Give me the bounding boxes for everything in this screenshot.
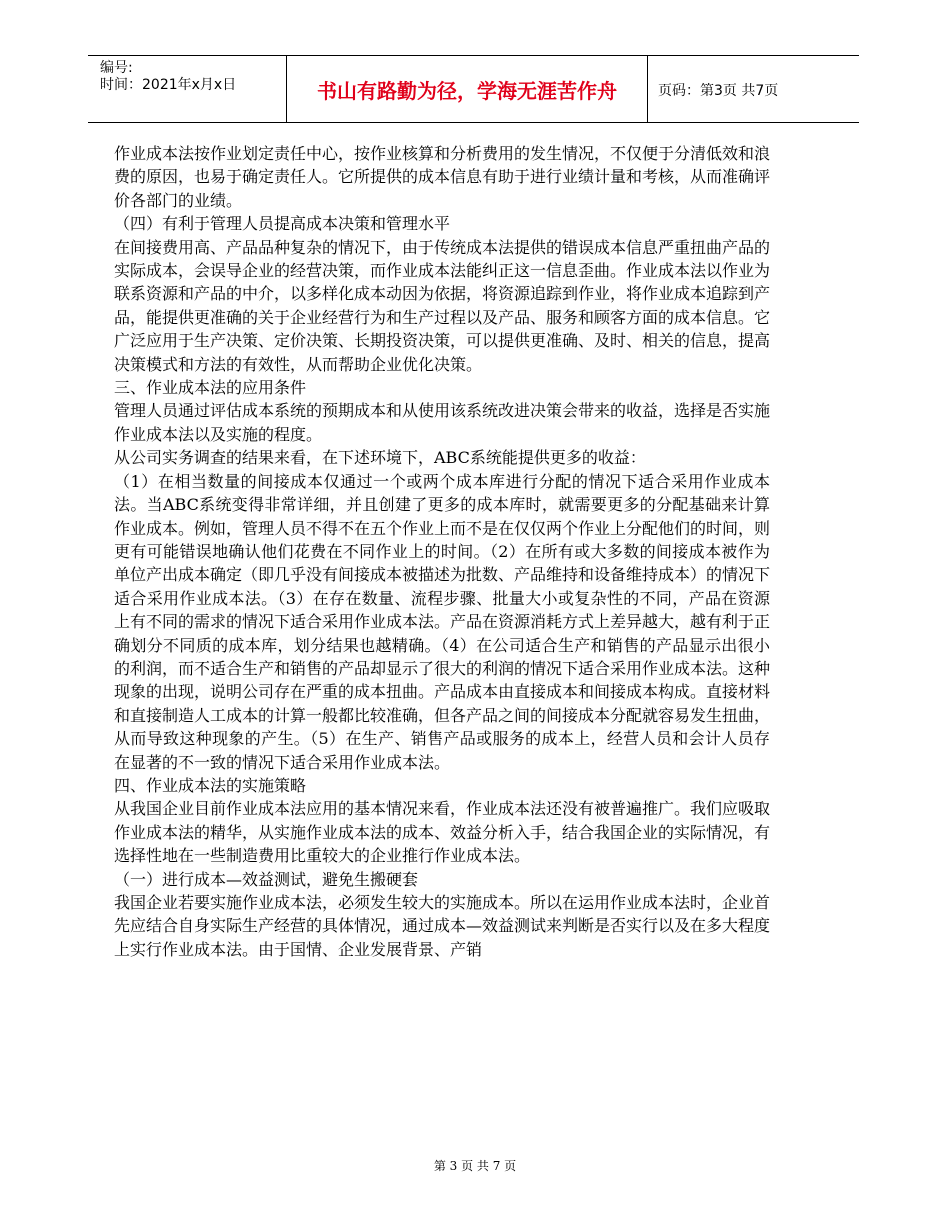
section-heading: （四）有利于管理人员提高成本决策和管理水平: [114, 214, 451, 234]
header-time: 时间：2021年x月x日: [100, 77, 237, 93]
paragraph: 在间接费用高、产品品种复杂的情况下，由于传统成本法提供的错误成本信息严重扭曲产品的实际成本，会误导企业的经营决策，而作业成本法能纠正这一信息歪曲。作业成本法以作业为联系资源和产品的中介，以多样化成本动因为依据，将资源追踪到作业，将作业成本追踪到产品，能提供更准确的关于企业经营行为和生产过程以及产品、服务和顾客方面的成本信息。它广泛应用于生产决策、定价决策、长期投资决策，可以提供更准确、及时、相关的信息，提高决策模式和方法的有效性，从而帮助企业优化决策。: [114, 237, 771, 374]
paragraph: 从我国企业目前作业成本法应用的基本情况来看，作业成本法还没有被普遍推广。我们应吸取作业成本法的精华，从实施作业成本法的成本、效益分析入手，结合我国企业的实际情况，有选择性地在一些制造费用比重较大的企业推行作业成本法。: [114, 799, 771, 866]
section-heading: 四、作业成本法的实施策略: [114, 775, 307, 795]
paragraph: （1）在相当数量的间接成本仅通过一个或两个成本库进行分配的情况下适合采用作业成本法。当ABC系统变得非常详细，并且创建了更多的成本库时，就需要更多的分配基础来计算作业成本。例如，管理人员不得不在五个作业上而不是在仅仅两个作业上分配他们的时间，则更有可能错误地确认他们花费在不同作业上的时间。（2）在所有或大多数的间接成本被作为单位产出成本确定（即几乎没有间接成本被描述为批数、产品维持和设备维持成本）的情况下适合采用作业成本法。（3）在存在数量、流程步骤、批量大小或复杂性的不同，产品在资源上有不同的需求的情况下适合采用作业成本法。产品在资源消耗方式上差异越大，越有利于正确划分不同质的成本库，划分结果也越精确。（4）在公司适合生产和销售的产品显示出很小的利润，而不适合生产和销售的产品却显示了很大的利润的情况下适合采用作业成本法。这种现象的出现，说明公司存在严重的成本扭曲。产品成本由直接成本和间接成本构成。直接材料和直接制造人工成本的计算一般都比较准确，但各产品之间的间接成本分配就容易发生扭曲，从而导致这种现象的产生。（5）在生产、销售产品或服务的成本上，经营人员和会计人员存在显著的不一致的情况下适合采用作业成本法。: [114, 471, 771, 772]
section-heading: 三、作业成本法的应用条件: [114, 378, 307, 398]
page-header: [88, 55, 859, 123]
header-motto: 书山有路勤为径，学海无涯苦作舟: [286, 56, 648, 122]
paragraph: 作业成本法按作业划定责任中心，按作业核算和分析费用的发生情况，不仅便于分清低效和浪费的原因，也易于确定责任人。它所提供的成本信息有助于进行业绩计量和考核，从而准确评价各部门的业绩。: [114, 144, 771, 210]
header-meta: [100, 60, 236, 94]
paragraph: 管理人员通过评估成本系统的预期成本和从使用该系统改进决策会带来的收益，选择是否实施作业成本法以及实施的程度。: [114, 401, 771, 444]
section-heading: （一）进行成本—效益测试，避免生搬硬套: [114, 869, 419, 889]
header-number-label: 编号:: [100, 60, 133, 76]
footer-page-number: 第 3 页 共 7 页: [433, 1159, 517, 1173]
paragraph: 从公司实务调查的结果来看，在下述环境下，ABC系统能提供更多的收益：: [114, 448, 646, 468]
document-body: [114, 142, 770, 961]
header-page-info: 页码：第3页 共7页: [658, 83, 779, 99]
page-footer: [0, 1157, 950, 1174]
paragraph: 我国企业若要实施作业成本法，必须发生较大的实施成本。所以在运用作业成本法时，企业首先应结合自身实际生产经营的具体情况，通过成本—效益测试来判断是否实行以及在多大程度上实行作业成本法。由于国情、企业发展背景、产销: [114, 893, 771, 959]
